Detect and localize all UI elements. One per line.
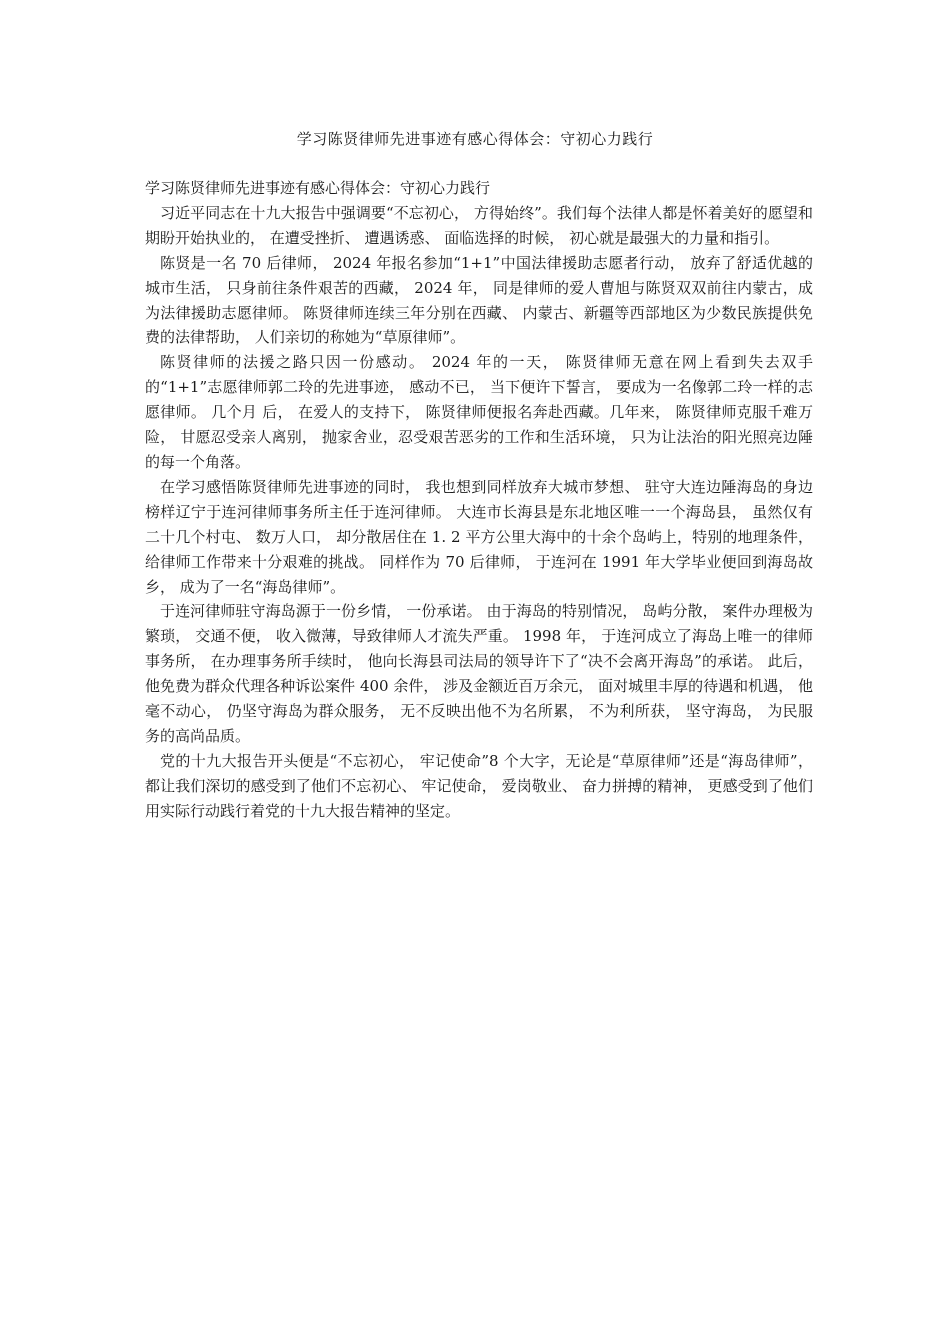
paragraph-1: 习近平同志在十九大报告中强调要“不忘初心， 方得始终”。我们每个法律人都是怀着美好的愿望和期盼开始执业的， 在遭受挫折、 遭遇诱惑、 面临选择的时候， 初心就是最强大的力量和指引。 <box>145 203 813 247</box>
document-title: 学习陈贤律师先进事迹有感心得体会：守初心力践行 <box>296 130 654 148</box>
paragraph-3: 陈贤律师的法援之路只因一份感动。 2024 年的一天， 陈贤律师无意在网上看到失去双手的“1+1”志愿律师郭二玲的先进事迹， 感动不已， 当下便许下誓言， 要成为一名像郭二玲一样的志愿律师。 几个月 后， 在爱人的支持下， 陈贤律师便报名奔赴西藏。几年来， 陈贤律师克服千难万险， 甘愿忍受亲人离别， 抛家舍业，忍受艰苦恶劣的工作和生活环境， 只为让法治的阳光照亮边陲的每一个角落。 <box>145 353 813 471</box>
paragraph-4: 在学习感悟陈贤律师先进事迹的同时， 我也想到同样放弃大城市梦想、 驻守大连边陲海岛的身边榜样辽宁于连河律师事务所主任于连河律师。 大连市长海县是东北地区唯一一个海岛县， 虽然仅有二十几个村屯、 数万人口， 却分散居住在 1. 2 平方公里大海中的十余个岛屿上，特别的地理条件， 给律师工作带来十分艰难的挑战。 同样作为 70 后律师， 于连河在 1991 年大学毕业便回到海岛故乡， 成为了一名“海岛律师”。 <box>145 477 813 596</box>
paragraph-2: 陈贤是一名 70 后律师， 2024 年报名参加“1+1”中国法律援助志愿者行动， 放弃了舒适优越的城市生活， 只身前往条件艰苦的西藏， 2024 年， 同是律师的爱人曹旭与陈贤双双前往内蒙古，成为法律援助志愿律师。 陈贤律师连续三年分别在西藏、 内蒙古、新疆等西部地区为少数民族提供免费的法律帮助， 人们亲切的称她为“草原律师”。 <box>145 253 813 347</box>
paragraph-6: 党的十九大报告开头便是“不忘初心， 牢记使命”8 个大字，无论是“草原律师”还是“海岛律师”， 都让我们深切的感受到了他们不忘初心、 牢记使命， 爱岗敬业、 奋力拼搏的精神， 更感受到了他们用实际行动践行着党的十九大报告精神的坚定。 <box>145 751 813 820</box>
document-subheading: 学习陈贤律师先进事迹有感心得体会：守初心力践行 <box>145 179 491 197</box>
paragraph-5: 于连河律师驻守海岛源于一份乡情， 一份承诺。 由于海岛的特别情况， 岛屿分散， 案件办理极为繁琐， 交通不便， 收入微薄，导致律师人才流失严重。 1998 年， 于连河成立了海岛上唯一的律师事务所， 在办理事务所手续时， 他向长海县司法局的领导许下了“决不会离开海岛”的承诺。 此后， 他免费为群众代理各种诉讼案件 400 余件， 涉及金额近百万余元， 面对城里丰厚的待遇和机遇， 他毫不动心， 仍坚守海岛为群众服务， 无不反映出他不为名所累， 不为利所获， 坚守海岛， 为民服务的高尚品质。 <box>145 602 813 745</box>
document-body <box>145 176 813 824</box>
